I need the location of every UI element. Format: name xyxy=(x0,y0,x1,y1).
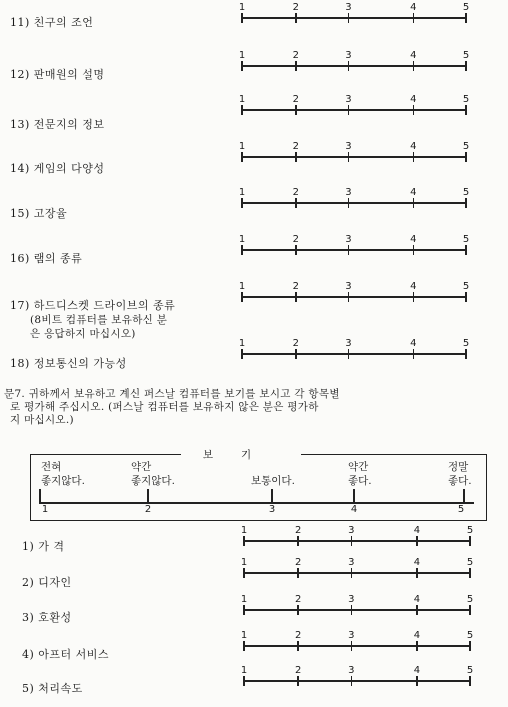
scale-line xyxy=(242,65,466,67)
scale-tick-5[interactable] xyxy=(469,676,471,686)
example-number: 3 xyxy=(268,504,276,515)
scale-number: 2 xyxy=(292,50,299,61)
scale-number: 1 xyxy=(238,141,246,152)
scale-tick-1[interactable] xyxy=(241,245,243,255)
scale-line xyxy=(244,609,470,611)
scale-number: 3 xyxy=(345,338,352,349)
scale-number: 3 xyxy=(348,594,355,605)
scale-number: 1 xyxy=(238,94,246,105)
scale-tick-3[interactable] xyxy=(348,105,350,115)
scale-tick-2[interactable] xyxy=(297,605,299,615)
scale-tick-3[interactable] xyxy=(351,676,353,686)
scale-number: 1 xyxy=(240,594,248,605)
scale-number: 2 xyxy=(292,234,299,245)
scale-number: 2 xyxy=(295,557,302,568)
scale-number: 3 xyxy=(348,525,355,536)
scale-number: 5 xyxy=(462,187,470,198)
scale-tick-1[interactable] xyxy=(241,152,243,162)
scale-tick-5[interactable] xyxy=(469,536,471,546)
scale-tick-1[interactable] xyxy=(243,536,245,546)
scale-line xyxy=(244,572,470,574)
scale-tick-1[interactable] xyxy=(243,568,245,578)
rating-scale[interactable] xyxy=(238,234,470,258)
scale-number: 4 xyxy=(410,338,417,349)
anchor-bottom-label: 좋다. xyxy=(348,475,372,487)
rating-scale[interactable] xyxy=(240,557,474,581)
scale-number: 5 xyxy=(462,50,470,61)
scale-number: 2 xyxy=(295,630,302,641)
scale-tick-3[interactable] xyxy=(351,605,353,615)
scale-number: 3 xyxy=(345,2,352,13)
scale-number: 5 xyxy=(462,281,470,292)
anchor-bottom-label: 보통이다. xyxy=(251,475,295,487)
scale-number: 1 xyxy=(240,557,248,568)
scale-number: 1 xyxy=(238,338,246,349)
anchor-bottom-label: 좋다. xyxy=(448,475,472,487)
scale-number: 5 xyxy=(462,141,470,152)
scale-tick-4[interactable] xyxy=(413,245,415,255)
item-label: 17) 하드디스켓 드라이브의 종류 xyxy=(10,299,176,312)
scale-line xyxy=(242,156,466,158)
scale-tick-5[interactable] xyxy=(469,605,471,615)
rating-scale[interactable] xyxy=(240,630,474,654)
example-tick xyxy=(271,489,273,503)
scale-tick-2[interactable] xyxy=(295,292,297,302)
example-tick xyxy=(39,489,41,503)
scale-tick-4[interactable] xyxy=(416,536,418,546)
scale-line xyxy=(244,645,470,647)
scale-line xyxy=(244,680,470,682)
scale-tick-3[interactable] xyxy=(351,536,353,546)
scale-tick-3[interactable] xyxy=(348,292,350,302)
scale-tick-3[interactable] xyxy=(348,245,350,255)
scale-number: 5 xyxy=(462,234,470,245)
scale-number: 4 xyxy=(413,630,421,641)
scale-number: 2 xyxy=(292,2,299,13)
rating-scale[interactable] xyxy=(238,338,470,362)
scale-number: 4 xyxy=(410,141,417,152)
scale-number: 3 xyxy=(345,281,352,292)
scale-number: 3 xyxy=(345,141,352,152)
scale-line xyxy=(242,17,466,19)
example-box-title: 보기 xyxy=(181,447,301,462)
scale-number: 3 xyxy=(348,557,355,568)
scale-number: 4 xyxy=(410,187,417,198)
scale-tick-1[interactable] xyxy=(241,349,243,359)
scale-number: 1 xyxy=(240,525,248,536)
scale-tick-5[interactable] xyxy=(465,292,467,302)
scale-tick-3[interactable] xyxy=(351,641,353,651)
scale-tick-2[interactable] xyxy=(297,568,299,578)
scale-tick-3[interactable] xyxy=(348,349,350,359)
scale-number: 2 xyxy=(295,665,302,676)
scale-tick-4[interactable] xyxy=(413,105,415,115)
example-box xyxy=(30,449,487,521)
scale-number: 3 xyxy=(345,234,352,245)
scale-tick-5[interactable] xyxy=(465,105,467,115)
item-label: 5) 처리속도 xyxy=(22,682,83,695)
example-tick xyxy=(147,489,149,503)
scale-number: 1 xyxy=(238,234,246,245)
rating-scale[interactable] xyxy=(240,594,474,618)
scale-number: 5 xyxy=(462,2,470,13)
scale-tick-4[interactable] xyxy=(413,61,415,71)
example-tick xyxy=(353,489,355,503)
rating-scale[interactable] xyxy=(238,2,470,26)
scale-tick-2[interactable] xyxy=(297,641,299,651)
rating-scale[interactable] xyxy=(240,525,474,549)
scale-tick-3[interactable] xyxy=(348,152,350,162)
item-label: 15) 고장율 xyxy=(10,207,68,220)
scale-tick-3[interactable] xyxy=(351,568,353,578)
scale-tick-5[interactable] xyxy=(465,152,467,162)
rating-scale[interactable] xyxy=(238,281,470,305)
item-label: 18) 정보통신의 가능성 xyxy=(10,357,127,370)
anchor-top-label: 약간 xyxy=(348,461,369,473)
scale-tick-1[interactable] xyxy=(241,61,243,71)
scale-tick-4[interactable] xyxy=(416,676,418,686)
scale-tick-2[interactable] xyxy=(295,198,297,208)
scale-number: 5 xyxy=(462,94,470,105)
anchor-top-label: 전혀 xyxy=(41,461,62,473)
scale-number: 4 xyxy=(410,2,417,13)
question-line: 로 평가해 주십시오. (퍼스날 컴퓨터를 보유하지 않은 분은 평가하 xyxy=(10,401,319,413)
scale-tick-3[interactable] xyxy=(348,13,350,23)
example-number: 2 xyxy=(144,504,152,515)
item-label: 2) 디자인 xyxy=(22,576,72,589)
scale-number: 1 xyxy=(238,187,246,198)
scale-tick-5[interactable] xyxy=(465,349,467,359)
anchor-bottom-label: 좋지않다. xyxy=(131,475,175,487)
item-label: 14) 게임의 다양성 xyxy=(10,162,105,175)
scale-tick-5[interactable] xyxy=(469,568,471,578)
scale-number: 2 xyxy=(292,94,299,105)
scale-tick-2[interactable] xyxy=(295,245,297,255)
item-label: 3) 호환성 xyxy=(22,611,72,624)
scale-number: 4 xyxy=(410,94,417,105)
item-label: 11) 친구의 조언 xyxy=(10,16,94,29)
scale-number: 3 xyxy=(348,665,355,676)
scale-number: 2 xyxy=(292,141,299,152)
rating-scale[interactable] xyxy=(238,141,470,165)
scale-number: 2 xyxy=(292,187,299,198)
scale-number: 3 xyxy=(345,187,352,198)
scale-tick-5[interactable] xyxy=(465,13,467,23)
scale-tick-1[interactable] xyxy=(241,198,243,208)
example-number: 5 xyxy=(457,504,465,515)
scale-number: 3 xyxy=(348,630,355,641)
rating-scale[interactable] xyxy=(238,94,470,118)
scale-tick-2[interactable] xyxy=(297,536,299,546)
anchor-top-label: 정말 xyxy=(448,461,469,473)
question-line: 문7. 귀하께서 보유하고 계신 퍼스날 컴퓨터를 보기를 보시고 각 항목별 xyxy=(4,388,340,400)
example-tick xyxy=(463,489,465,503)
item-note-line: (8비트 컴퓨터를 보유하신 분 xyxy=(30,314,168,326)
scale-tick-5[interactable] xyxy=(465,245,467,255)
scale-tick-1[interactable] xyxy=(243,605,245,615)
scale-tick-4[interactable] xyxy=(413,152,415,162)
scale-line xyxy=(242,296,466,298)
example-number: 1 xyxy=(41,504,49,515)
scale-tick-4[interactable] xyxy=(413,349,415,359)
scale-tick-5[interactable] xyxy=(469,641,471,651)
scale-number: 2 xyxy=(295,525,302,536)
scale-tick-4[interactable] xyxy=(416,605,418,615)
scale-tick-1[interactable] xyxy=(241,105,243,115)
scale-number: 5 xyxy=(466,525,474,536)
scale-line xyxy=(242,202,466,204)
rating-scale[interactable] xyxy=(238,50,470,74)
scale-tick-1[interactable] xyxy=(241,292,243,302)
scale-number: 5 xyxy=(466,557,474,568)
scale-tick-1[interactable] xyxy=(243,641,245,651)
scale-line xyxy=(244,540,470,542)
item-label: 1) 가 격 xyxy=(22,540,65,553)
scale-number: 4 xyxy=(413,557,421,568)
scale-line xyxy=(242,353,466,355)
scale-number: 1 xyxy=(238,50,246,61)
rating-scale[interactable] xyxy=(238,187,470,211)
scale-tick-2[interactable] xyxy=(295,349,297,359)
scale-tick-3[interactable] xyxy=(348,198,350,208)
scale-number: 4 xyxy=(413,525,421,536)
anchor-top-label: 약간 xyxy=(131,461,152,473)
scale-number: 5 xyxy=(462,338,470,349)
scale-tick-2[interactable] xyxy=(295,105,297,115)
scale-number: 5 xyxy=(466,594,474,605)
scale-tick-4[interactable] xyxy=(413,292,415,302)
scale-number: 4 xyxy=(410,234,417,245)
scale-number: 4 xyxy=(413,594,421,605)
scale-number: 1 xyxy=(238,281,246,292)
scale-number: 5 xyxy=(466,630,474,641)
scale-number: 4 xyxy=(410,50,417,61)
scale-number: 1 xyxy=(238,2,246,13)
scale-number: 3 xyxy=(345,50,352,61)
item-label: 4) 아프터 서비스 xyxy=(22,648,110,661)
scale-tick-5[interactable] xyxy=(465,61,467,71)
scale-tick-2[interactable] xyxy=(297,676,299,686)
scale-number: 2 xyxy=(292,281,299,292)
item-label: 13) 전문지의 정보 xyxy=(10,118,105,131)
anchor-bottom-label: 좋지않다. xyxy=(41,475,85,487)
scale-tick-1[interactable] xyxy=(243,676,245,686)
scale-tick-1[interactable] xyxy=(241,13,243,23)
scale-tick-4[interactable] xyxy=(416,568,418,578)
scale-tick-4[interactable] xyxy=(413,13,415,23)
scale-number: 2 xyxy=(295,594,302,605)
question-7 xyxy=(4,388,499,427)
example-number: 4 xyxy=(350,504,358,515)
item-label: 16) 램의 종류 xyxy=(10,252,83,265)
scale-number: 1 xyxy=(240,630,248,641)
scale-line xyxy=(242,249,466,251)
item-label: 12) 판매원의 설명 xyxy=(10,68,105,81)
scale-number: 3 xyxy=(345,94,352,105)
scale-number: 2 xyxy=(292,338,299,349)
scale-tick-4[interactable] xyxy=(416,641,418,651)
scale-tick-2[interactable] xyxy=(295,61,297,71)
scale-number: 1 xyxy=(240,665,248,676)
scale-number: 5 xyxy=(466,665,474,676)
scale-tick-4[interactable] xyxy=(413,198,415,208)
example-scale-line xyxy=(39,502,474,504)
scale-tick-2[interactable] xyxy=(295,13,297,23)
scale-tick-5[interactable] xyxy=(465,198,467,208)
item-note-line: 은 응답하지 마십시오) xyxy=(30,328,136,340)
scale-line xyxy=(242,109,466,111)
scale-tick-3[interactable] xyxy=(348,61,350,71)
question-line: 지 마십시오.) xyxy=(10,414,74,426)
scale-number: 4 xyxy=(413,665,421,676)
scale-number: 4 xyxy=(410,281,417,292)
rating-scale[interactable] xyxy=(240,665,474,689)
scale-tick-2[interactable] xyxy=(295,152,297,162)
